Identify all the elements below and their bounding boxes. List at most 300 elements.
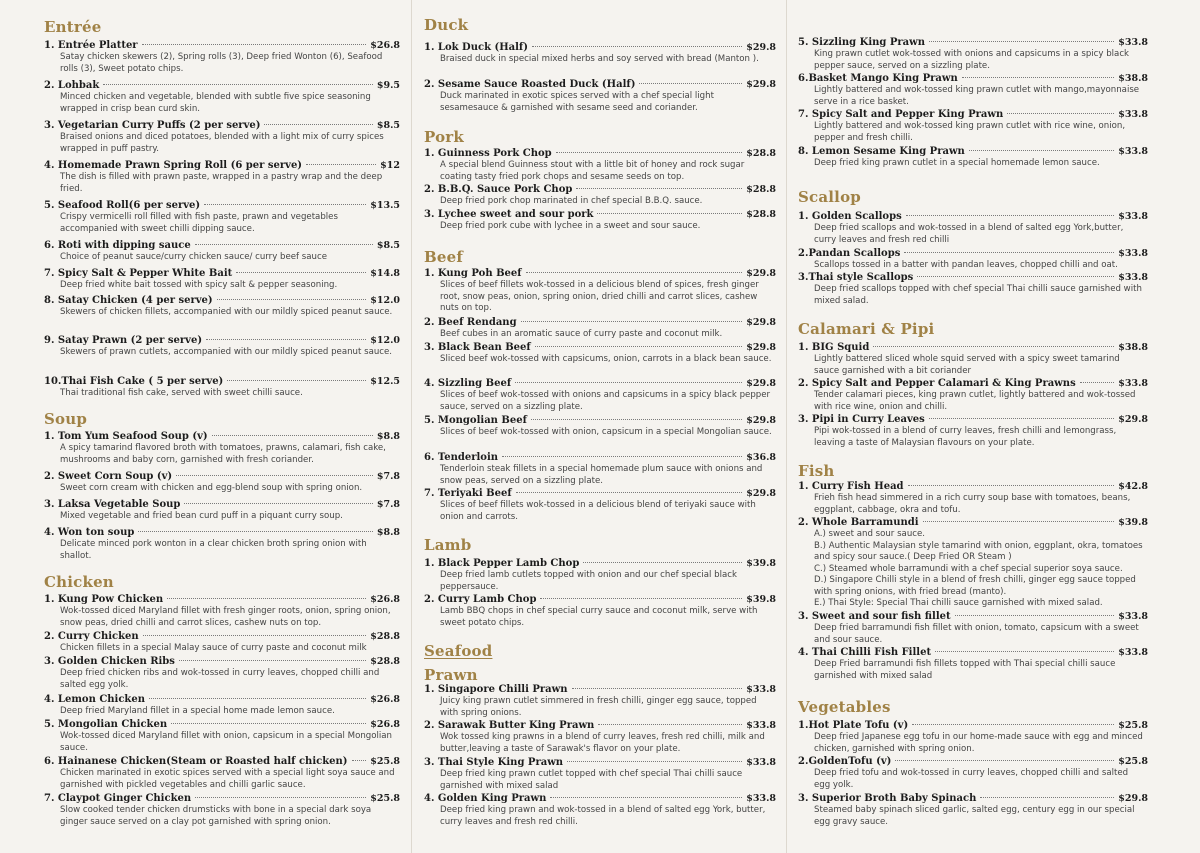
menu-item-description: Deep fried king prawn cutlet in a special homemade lemon sauce. (814, 158, 1100, 168)
menu-item-price: $26.8 (370, 694, 400, 705)
menu-item-row (44, 120, 400, 132)
menu-item (424, 317, 776, 341)
menu-item (424, 209, 776, 233)
menu-item-name: 1. Entrée Platter (44, 40, 138, 51)
menu-item-description: A special blend Guinness stout with a little bit of honey and rock sugar coating tasty fried pork chops and sesame seeds on top. (440, 160, 745, 182)
menu-item-row (44, 719, 400, 731)
menu-item-price: $26.8 (370, 594, 400, 605)
menu-item-price: $33.8 (1118, 146, 1148, 157)
dot-leader (873, 346, 1114, 347)
menu-item-name: 2. Spicy Salt and Pepper Calamari & King Prawns (798, 378, 1076, 389)
menu-item-row (424, 184, 776, 196)
menu-item (798, 647, 1148, 682)
section-title-duck: Duck (424, 16, 469, 34)
menu-item-name: 1. Guinness Pork Chop (424, 148, 552, 159)
menu-item-row (424, 793, 776, 805)
menu-item-description: Thai traditional fish cake, served with sweet chilli sauce. (60, 388, 303, 398)
menu-item (44, 499, 400, 523)
menu-item-row (424, 209, 776, 221)
menu-item-description: Skewers of prawn cutlets, accompanied with our mildly spiced peanut sauce. (60, 347, 393, 357)
menu-item-row (798, 378, 1148, 390)
menu-item-name: 1. Kung Pow Chicken (44, 594, 164, 605)
menu-item (44, 376, 400, 400)
menu-item-name: 5. Mongolian Chicken (44, 719, 168, 730)
dot-leader (206, 339, 366, 340)
dot-leader (167, 598, 366, 599)
menu-item-price: $28.8 (746, 184, 776, 195)
dot-leader (138, 531, 372, 532)
dot-leader (912, 724, 1114, 725)
menu-item (798, 481, 1148, 516)
menu-item-description: Deep fried king prawn and wok-tossed in a blend of salted egg York, butter, curry leaves and fresh red chilli. (440, 805, 766, 827)
menu-item (44, 40, 400, 75)
section-title-calamari-and-pipi: Calamari & Pipi (798, 320, 935, 338)
menu-item-description: Frieh fish head simmered in a rich curry soup base with tomatoes, beans, eggplant, cabbage, okra and tofu. (814, 493, 1131, 515)
menu-item-price: $8.8 (376, 431, 400, 442)
dot-leader (515, 382, 742, 383)
dot-leader (103, 84, 373, 85)
menu-item (798, 272, 1148, 307)
dot-leader (149, 698, 366, 699)
dot-leader (195, 797, 366, 798)
menu-item-name: 3. Black Bean Beef (424, 342, 531, 353)
menu-item-price: $38.8 (1118, 342, 1148, 353)
dot-leader (955, 615, 1115, 616)
menu-item-name: 2.Pandan Scallops (798, 248, 901, 259)
menu-item (798, 611, 1148, 646)
menu-item-description: Steamed baby spinach sliced garlic, salted egg, century egg in our special egg gravy sauce. (814, 805, 1135, 827)
menu-item (798, 109, 1148, 144)
menu-item-price: $29.8 (746, 488, 776, 499)
menu-item-name: 2. Sesame Sauce Roasted Duck (Half) (424, 79, 636, 90)
menu-item-option: A.) sweet and sour sauce. (814, 529, 926, 539)
menu-column-3 (798, 0, 1148, 853)
menu-item (44, 335, 400, 359)
menu-item-description: Duck marinated in exotic spices served with a chef special light sesamesauce & garnished with sesame seed and coriander. (440, 91, 714, 113)
menu-item-price: $29.8 (746, 317, 776, 328)
menu-item-description: Deep fried white bait tossed with spicy salt & pepper seasoning. (60, 280, 338, 290)
menu-item-description: Slices of beef wok-tossed with onion, capsicum in a special Mongolian sauce. (440, 427, 772, 437)
menu-item-price: $29.8 (1118, 414, 1148, 425)
menu-item-name: 4. Thai Chilli Fish Fillet (798, 647, 932, 658)
menu-item (44, 656, 400, 691)
menu-item-price: $33.8 (1118, 109, 1148, 120)
menu-item-price: $29.8 (746, 378, 776, 389)
menu-item-option: B.) Authentic Malaysian style tamarind with onion, eggplant, okra, tomatoes and spicy sour sauce.( Deep Fried OR Steam ) (814, 540, 1143, 562)
menu-item (44, 80, 400, 115)
menu-item-option: E.) Thai Style: Special Thai chilli sauce garnished with mixed salad. (814, 598, 1103, 608)
dot-leader (176, 475, 373, 476)
menu-item (44, 719, 400, 754)
menu-item-price: $29.8 (746, 415, 776, 426)
menu-item-row (424, 757, 776, 769)
menu-item-name: 9. Satay Prawn (2 per serve) (44, 335, 203, 346)
menu-item (798, 146, 1148, 170)
menu-item (424, 79, 776, 114)
menu-item (44, 694, 400, 718)
menu-item-row (44, 793, 400, 805)
menu-item-price: $26.8 (370, 40, 400, 51)
section-title-pork: Pork (424, 128, 464, 146)
menu-item-name: 1. BIG Squid (798, 342, 870, 353)
menu-item-price: $33.8 (746, 793, 776, 804)
dot-leader (556, 152, 743, 153)
menu-item-description: Sliced beef wok-tossed with capsicums, onion, carrots in a black bean sauce. (440, 354, 772, 364)
menu-item-name: 5. Sizzling King Prawn (798, 37, 926, 48)
section-title-lamb: Lamb (424, 536, 472, 554)
dot-leader (962, 77, 1115, 78)
menu-item-name: 7. Claypot Ginger Chicken (44, 793, 192, 804)
menu-item-row (44, 160, 400, 172)
menu-item-description: Wok-tossed diced Maryland fillet with onion, capsicum in a special Mongolian sauce. (60, 731, 393, 753)
menu-item-name: 2. Curry Lamb Chop (424, 594, 537, 605)
menu-item (798, 720, 1148, 755)
menu-item-price: $25.8 (370, 756, 400, 767)
menu-item-name: 3. Sweet and sour fish fillet (798, 611, 951, 622)
menu-item (424, 793, 776, 828)
dot-leader (1080, 382, 1115, 383)
menu-item-name: 3. Pipi in Curry Leaves (798, 414, 925, 425)
dot-leader (264, 124, 372, 125)
menu-item-description: Deep fried chicken ribs and wok-tossed in curry leaves, chopped chilli and salted egg yolk. (60, 668, 380, 690)
section-title-beef: Beef (424, 248, 464, 266)
menu-item-row (798, 647, 1148, 659)
menu-item-name: 1. Golden Scallops (798, 211, 902, 222)
section-title-fish: Fish (798, 462, 835, 480)
menu-item-price: $33.8 (1118, 272, 1148, 283)
menu-item-price: $33.8 (1118, 37, 1148, 48)
menu-item-row (44, 268, 400, 280)
menu-item-name: 8. Satay Chicken (4 per serve) (44, 295, 213, 306)
menu-item-description: Slices of beef fillets wok-tossed in a delicious blend of teriyaki sauce with onion and carrots. (440, 500, 756, 522)
menu-item (44, 200, 400, 235)
dot-leader (904, 252, 1114, 253)
menu-item-row (44, 376, 400, 388)
menu-item-name: 1. Singapore Chilli Prawn (424, 684, 568, 695)
menu-item-price: $12 (380, 160, 400, 171)
dot-leader (143, 635, 367, 636)
menu-item-price: $33.8 (1118, 647, 1148, 658)
menu-item-row (44, 240, 400, 252)
menu-item-price: $8.8 (376, 527, 400, 538)
menu-item-row (424, 558, 776, 570)
menu-item-description: The dish is filled with prawn paste, wrapped in a pastry wrap and the deep fried. (60, 172, 383, 194)
menu-item-description: Delicate minced pork wonton in a clear chicken broth spring onion with shallot. (60, 539, 367, 561)
menu-item-description: Beef cubes in an aromatic sauce of curry paste and coconut milk. (440, 329, 723, 339)
menu-item-name: 7. Spicy Salt & Pepper White Bait (44, 268, 233, 279)
menu-item (424, 488, 776, 523)
menu-item-price: $25.8 (370, 793, 400, 804)
menu-item (798, 211, 1148, 246)
menu-item (44, 594, 400, 629)
menu-item-name: 4. Won ton soup (44, 527, 135, 538)
menu-item (424, 757, 776, 792)
menu-item-row (798, 756, 1148, 768)
menu-item-price: $26.8 (370, 719, 400, 730)
menu-item-row (424, 452, 776, 464)
menu-item-name: 7. Teriyaki Beef (424, 488, 512, 499)
menu-item-row (424, 415, 776, 427)
menu-item-name: 8. Lemon Sesame King Prawn (798, 146, 965, 157)
menu-item-description: Satay chicken skewers (2), Spring rolls (3), Deep fried Wonton (6), Seafood rolls (3), Sweet potato chips. (60, 52, 383, 74)
menu-item (424, 558, 776, 593)
menu-item-option: C.) Steamed whole barramundi with a chef special superior soya sauce. (814, 563, 1123, 574)
menu-item-description: Deep fried Japanese egg tofu in our home-made sauce with egg and minced chicken, garnished with spring onion. (814, 732, 1143, 754)
menu-item-description: Deep fried king prawn cutlet topped with chef special Thai chilli sauce garnished with mixed salad (440, 769, 743, 791)
menu-item-name: 3. Golden Chicken Ribs (44, 656, 175, 667)
menu-item-price: $33.8 (1118, 211, 1148, 222)
menu-item-name: 2. Sarawak Butter King Prawn (424, 720, 595, 731)
menu-item-name: 3. Thai Style King Prawn (424, 757, 564, 768)
menu-item-row (798, 146, 1148, 158)
menu-item-row (44, 527, 400, 539)
menu-item (44, 527, 400, 562)
menu-item-row (44, 335, 400, 347)
menu-item-description: A spicy tamarind flavored broth with tomatoes, prawns, calamari, fish cake, mushrooms and baby corn, garnished with fresh coriander. (60, 443, 386, 465)
menu-item (798, 73, 1148, 108)
menu-item-row (44, 200, 400, 212)
menu-item-name: 6. Hainanese Chicken(Steam or Roasted half chicken) (44, 756, 348, 767)
menu-item-row (798, 481, 1148, 493)
menu-item-name: 5. Seafood Roll(6 per serve) (44, 200, 201, 211)
dot-leader (217, 299, 367, 300)
menu-item-description: Lamb BBQ chops in chef special curry sauce and coconut milk, serve with sweet potato chips. (440, 606, 758, 628)
dot-leader (540, 598, 742, 599)
menu-item-row (798, 517, 1148, 529)
menu-item-description: Mixed vegetable and fried bean curd puff in a piquant curry soup. (60, 511, 343, 521)
dot-leader (598, 724, 742, 725)
menu-item-description: Skewers of chicken fillets, accompanied with our mildly spiced peanut sauce. (60, 307, 393, 317)
menu-item-row (798, 720, 1148, 732)
menu-item-price: $13.5 (370, 200, 400, 211)
menu-item-price: $33.8 (1118, 378, 1148, 389)
menu-item-price: $25.8 (1118, 720, 1148, 731)
menu-item (424, 452, 776, 487)
menu-item-row (424, 684, 776, 696)
dot-leader (935, 651, 1114, 652)
menu-item-description: Slow cooked tender chicken drumsticks with bone in a special dark soya ginger sauce served on a clay pot garnished with spring onion. (60, 805, 372, 827)
menu-item-row (798, 73, 1148, 85)
menu-item-price: $33.8 (1118, 611, 1148, 622)
menu-item-price: $12.5 (370, 376, 400, 387)
menu-item-row (424, 488, 776, 500)
menu-item-description: Lightly battered and wok-tossed king prawn cutlet with rice wine, onion, pepper and fresh chilli. (814, 121, 1126, 143)
menu-item-name: 2. Beef Rendang (424, 317, 517, 328)
menu-item-name: 3. Lychee sweet and sour pork (424, 209, 594, 220)
menu-item-row (798, 342, 1148, 354)
dot-leader (184, 503, 372, 504)
menu-item-name: 1. Lok Duck (Half) (424, 42, 528, 53)
menu-item-row (798, 272, 1148, 284)
menu-item-description: Deep fried scallops topped with chef special Thai chilli sauce garnished with mixed salad. (814, 284, 1142, 306)
menu-item-price: $14.8 (370, 268, 400, 279)
dot-leader (212, 435, 373, 436)
menu-item-price: $28.8 (746, 148, 776, 159)
menu-item-description: Tender calamari pieces, king prawn cutlet, lightly battered and wok-tossed with rice wine, onion and chilli. (814, 390, 1136, 412)
menu-item-price: $9.5 (376, 80, 400, 91)
menu-item-name: 2. Sweet Corn Soup (v) (44, 471, 173, 482)
menu-item-name: 4. Sizzling Beef (424, 378, 512, 389)
menu-item-description: Deep fried Maryland fillet in a special home made lemon sauce. (60, 706, 335, 716)
menu-item-row (424, 42, 776, 54)
menu-item (424, 378, 776, 413)
menu-item-name: 2. Whole Barramundi (798, 517, 919, 528)
menu-item-price: $12.0 (370, 295, 400, 306)
menu-item (424, 342, 776, 366)
menu-item-price: $25.8 (1118, 756, 1148, 767)
dot-leader (597, 213, 742, 214)
menu-item-row (44, 694, 400, 706)
menu-item-row (44, 40, 400, 52)
menu-item-price: $28.8 (370, 631, 400, 642)
menu-item-price: $7.8 (376, 471, 400, 482)
menu-item-name: 3. Laksa Vegetable Soup (44, 499, 181, 510)
menu-item-description: Chicken fillets in a special Malay sauce of curry paste and coconut milk (60, 643, 367, 653)
menu-item-price: $33.8 (746, 720, 776, 731)
menu-item (798, 378, 1148, 413)
dot-leader (179, 660, 366, 661)
section-title-soup: Soup (44, 410, 88, 428)
menu-item-name: 6.Basket Mango King Prawn (798, 73, 958, 84)
menu-item (44, 471, 400, 495)
menu-item-name: 4. Homemade Prawn Spring Roll (6 per serve) (44, 160, 303, 171)
menu-item-row (44, 631, 400, 643)
menu-item (424, 415, 776, 439)
dot-leader (142, 44, 367, 45)
menu-item-name: 1.Hot Plate Tofu (v) (798, 720, 909, 731)
menu-item (44, 120, 400, 155)
menu-item (424, 184, 776, 208)
menu-item (798, 756, 1148, 791)
menu-item-description: Chicken marinated in exotic spices served with a special light soya sauce and garnished with pickled vegetables and chilli garlic sauce. (60, 768, 395, 790)
menu-item-price: $38.8 (1118, 73, 1148, 84)
menu-item-description: Juicy king prawn cutlet simmered in fresh chilli, ginger egg sauce, topped with spring onions. (440, 696, 757, 718)
dot-leader (572, 688, 743, 689)
dot-leader (929, 41, 1114, 42)
dot-leader (171, 723, 366, 724)
dot-leader (532, 46, 742, 47)
menu-item (44, 631, 400, 655)
menu-item-row (424, 79, 776, 91)
menu-item-name: 1. Curry Fish Head (798, 481, 904, 492)
menu-item-description: Wok tossed king prawns in a blend of curry leaves, fresh red chilli, milk and butter,leaving a taste of Sarawak's flavor on your plate. (440, 732, 765, 754)
menu-item-name: 4. Lemon Chicken (44, 694, 145, 705)
menu-item-row (798, 414, 1148, 426)
menu-item-row (424, 594, 776, 606)
section-title-scallop: Scallop (798, 188, 861, 206)
dot-leader (531, 419, 742, 420)
menu-item-price: $29.8 (746, 79, 776, 90)
dot-leader (980, 797, 1114, 798)
menu-item-price: $33.8 (746, 757, 776, 768)
menu-item-row (798, 248, 1148, 260)
menu-item-description: Crispy vermicelli roll filled with fish paste, prawn and vegetables accompanied with sweet chilli dipping sauce. (60, 212, 338, 234)
menu-item-row (44, 656, 400, 668)
menu-item-description: Minced chicken and vegetable, blended with subtle five spice seasoning wrapped in crisp bean curd skin. (60, 92, 371, 114)
menu-item-row (44, 295, 400, 307)
dot-leader (917, 276, 1114, 277)
section-title-prawn: Prawn (424, 666, 478, 684)
menu-item-row (424, 720, 776, 732)
menu-item-description: Lightly battered and wok-tossed king prawn cutlet with mango,mayonnaise serve in a rice basket. (814, 85, 1140, 107)
menu-item-row (44, 431, 400, 443)
menu-item-description: Deep fried pork chop marinated in chef special B.B.Q. sauce. (440, 196, 703, 206)
menu-item-description: Deep fried tofu and wok-tossed in curry leaves, chopped chilli and salted egg yolk. (814, 768, 1129, 790)
menu-item-price: $36.8 (746, 452, 776, 463)
menu-item-row (424, 317, 776, 329)
menu-item-name: 1. Tom Yum Seafood Soup (v) (44, 431, 208, 442)
menu-item-price: $33.8 (746, 684, 776, 695)
menu-item-row (798, 611, 1148, 623)
menu-item-name: 7. Spicy Salt and Pepper King Prawn (798, 109, 1004, 120)
menu-item-description: Deep fried pork cube with lychee in a sweet and sour sauce. (440, 221, 701, 231)
dot-leader (969, 150, 1114, 151)
menu-item-name: 3.Thai style Scallops (798, 272, 914, 283)
menu-item-price: $12.0 (370, 335, 400, 346)
dot-leader (204, 204, 366, 205)
menu-item-name: 3. Superior Broth Baby Spinach (798, 793, 977, 804)
menu-item-description: Deep fried barramundi fish fillet with onion, tomato, capsicum with a sweet and sour sauce. (814, 623, 1139, 645)
menu-item-description: Deep Fried barramundi fish fillets topped with Thai special chilli sauce garnished with mixed salad (814, 659, 1116, 681)
menu-item-price: $33.8 (1118, 248, 1148, 259)
section-title-seafood: Seafood (424, 642, 493, 660)
menu-item-row (424, 378, 776, 390)
menu-item-name: 4. Golden King Prawn (424, 793, 547, 804)
menu-item-row (424, 268, 776, 280)
dot-leader (550, 797, 742, 798)
section-title-vegetables: Vegetables (798, 698, 891, 716)
menu-item-price: $8.5 (376, 240, 400, 251)
menu-item-price: $29.8 (746, 342, 776, 353)
menu-item-price: $28.8 (746, 209, 776, 220)
dot-leader (535, 346, 743, 347)
menu-item-name: 10.Thai Fish Cake ( 5 per serve) (44, 376, 224, 387)
menu-item (798, 37, 1148, 72)
dot-leader (929, 418, 1114, 419)
dot-leader (236, 272, 366, 273)
menu-item (424, 148, 776, 183)
dot-leader (306, 164, 376, 165)
menu-item-description: Braised onions and diced potatoes, blended with a light mix of curry spices wrapped in puff pastry. (60, 132, 384, 154)
menu-item-name: 2.GoldenTofu (v) (798, 756, 892, 767)
menu-item-price: $28.8 (370, 656, 400, 667)
menu-item (44, 160, 400, 195)
menu-item (424, 720, 776, 755)
menu-item (44, 268, 400, 292)
menu-item-description: Slices of beef fillets wok-tossed in a delicious blend of spices, fresh ginger root, snow peas, onion, spring onion, dried chilli and carrot slices, cashew nuts on top. (440, 280, 759, 313)
menu-item-description: Choice of peanut sauce/curry chicken sauce/ curry beef sauce (60, 252, 327, 262)
menu-item (44, 240, 400, 264)
menu-item-description: Deep fried lamb cutlets topped with onion and our chef special black peppersauce. (440, 570, 737, 592)
menu-item-row (44, 594, 400, 606)
menu-item (424, 684, 776, 719)
dot-leader (521, 321, 743, 322)
menu-item-price: $8.5 (376, 120, 400, 131)
dot-leader (895, 760, 1114, 761)
menu-item-row (44, 499, 400, 511)
column-divider (786, 0, 787, 853)
menu-item-row (798, 793, 1148, 805)
dot-leader (567, 761, 742, 762)
menu-item-description: Tenderloin steak fillets in a special homemade plum sauce with onions and snow peas, served on a sizzling plate. (440, 464, 763, 486)
dot-leader (1007, 113, 1114, 114)
menu-item-description: Slices of beef wok-tossed with onions and capsicums in a spicy black pepper sauce, served on a sizzling plate. (440, 390, 771, 412)
section-title-chicken: Chicken (44, 573, 114, 591)
menu-item (44, 295, 400, 319)
dot-leader (516, 492, 743, 493)
menu-item-row (798, 109, 1148, 121)
menu-item-name: 2. Curry Chicken (44, 631, 139, 642)
